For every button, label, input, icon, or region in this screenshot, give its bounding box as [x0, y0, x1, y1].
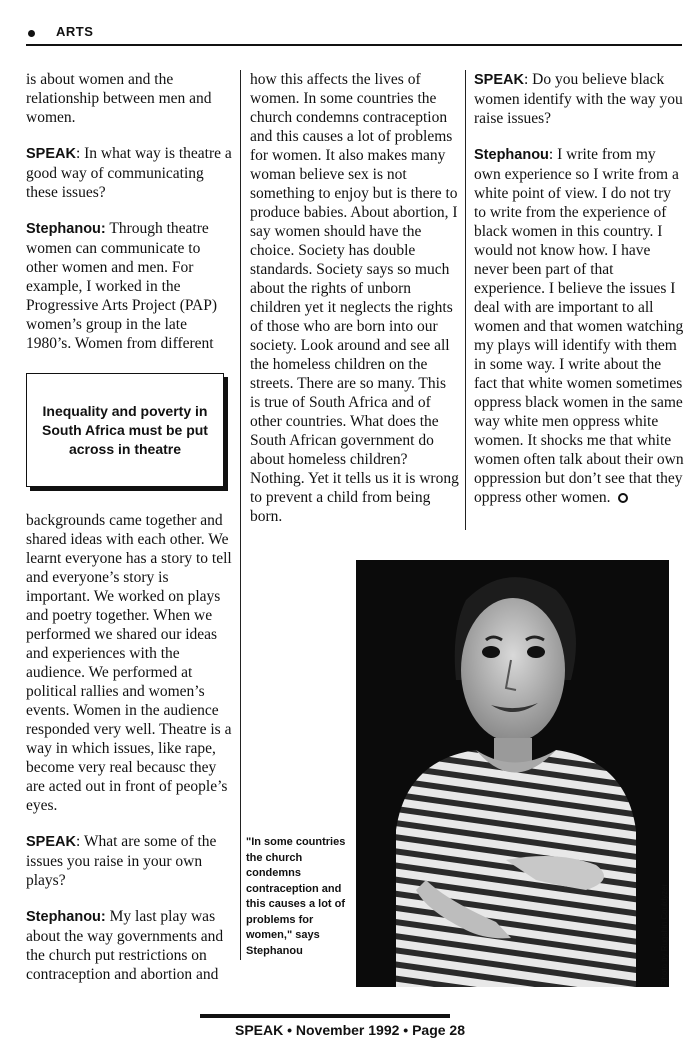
paragraph: SPEAK: Do you believe black women identify with the way you raise issues?: [474, 71, 683, 127]
speaker-label: SPEAK: [474, 72, 524, 88]
column-1-bottom: [26, 511, 232, 984]
column-divider: [465, 70, 466, 530]
photo-caption: "In some countries the church condemns contraception and this causes a lot of problems for women," says Stephanou: [246, 836, 346, 957]
section-header: [26, 24, 682, 46]
column-divider: [240, 70, 241, 960]
column-3: [474, 70, 684, 507]
speaker-label: Stephanou: [474, 147, 549, 163]
paragraph: is about women and the relationship between men and women.: [26, 71, 212, 126]
speaker-label: Stephanou:: [26, 909, 106, 925]
paragraph: SPEAK: What are some of the issues you raise in your own plays?: [26, 833, 217, 889]
paragraph: how this affects the lives of women. In some countries the church condemns contraception and this causes a lot of problems for women. It also makes many woman believe sex is not something to enjoy but is there to produce babies. About abortion, I say women should have the choice. Society has double standards. Society says so much about the rights of unborn children yet it neglects the rights of those who are born into our society. Look around and see all the homeless children on the streets. There are so many. This is true of South Africa and of other countries. What does the South African government do about homeless children? Nothing. Yet it tells us it is wrong to prevent a child from being born.: [250, 71, 459, 525]
bullet-icon: [28, 30, 35, 37]
section-title: ARTS: [56, 24, 94, 39]
paragraph: Stephanou: My last play was about the way governments and the church put restrictions on contraception and abortion and: [26, 908, 224, 983]
paragraph: Stephanou: I write from my own experience so I write from a white point of view. I do not try to write from the experience of black women in this country. I would not know how. I have never been part of that experience. I believe the issues I deal with are important to all women and that women watching my plays will identify with them in some way. I write about the fact that white women sometimes oppress black women in the same way white men oppress white women. It shocks me that white women often talk about their own oppression but don’t see that they oppress other women.: [474, 146, 684, 506]
paragraph: SPEAK: In what way is theatre a good way of communicating these issues?: [26, 145, 232, 201]
pull-quote-box: [26, 373, 224, 487]
column-2: [250, 70, 460, 526]
paragraph: Stephanou: Through theatre women can communicate to other women and men. For example, I worked in the Progressive Arts Project (PAP) women’s group in the late 1980’s. Women from different: [26, 220, 218, 352]
end-of-article-icon: [618, 493, 628, 503]
footer-rule: [200, 1014, 450, 1018]
speaker-label: SPEAK: [26, 146, 76, 162]
performer-photo-illustration: [356, 560, 669, 987]
paragraph: backgrounds came together and shared ideas with each other. We learnt everyone has a story to tell and everyone’s story is important. We worked on plays and poetry together. When we performed we shared our ideas and experiences with the audience. We performed at political rallies and women’s events. Women in the audience responded very well. Theatre is a way in which issues, like rape, become very real becausc they are acted out in front of people’s eyes.: [26, 512, 232, 814]
speaker-label: SPEAK: [26, 834, 76, 850]
page-footer: SPEAK • November 1992 • Page 28: [234, 1022, 466, 1038]
photo-credit: Photo by Rugshin Couldyzer: [660, 883, 669, 985]
column-1-top: [26, 70, 232, 353]
photo-stephanou: [356, 560, 669, 987]
speaker-label: Stephanou:: [26, 221, 106, 237]
pull-quote-text: Inequality and poverty in South Africa must be put across in theatre: [42, 402, 208, 457]
